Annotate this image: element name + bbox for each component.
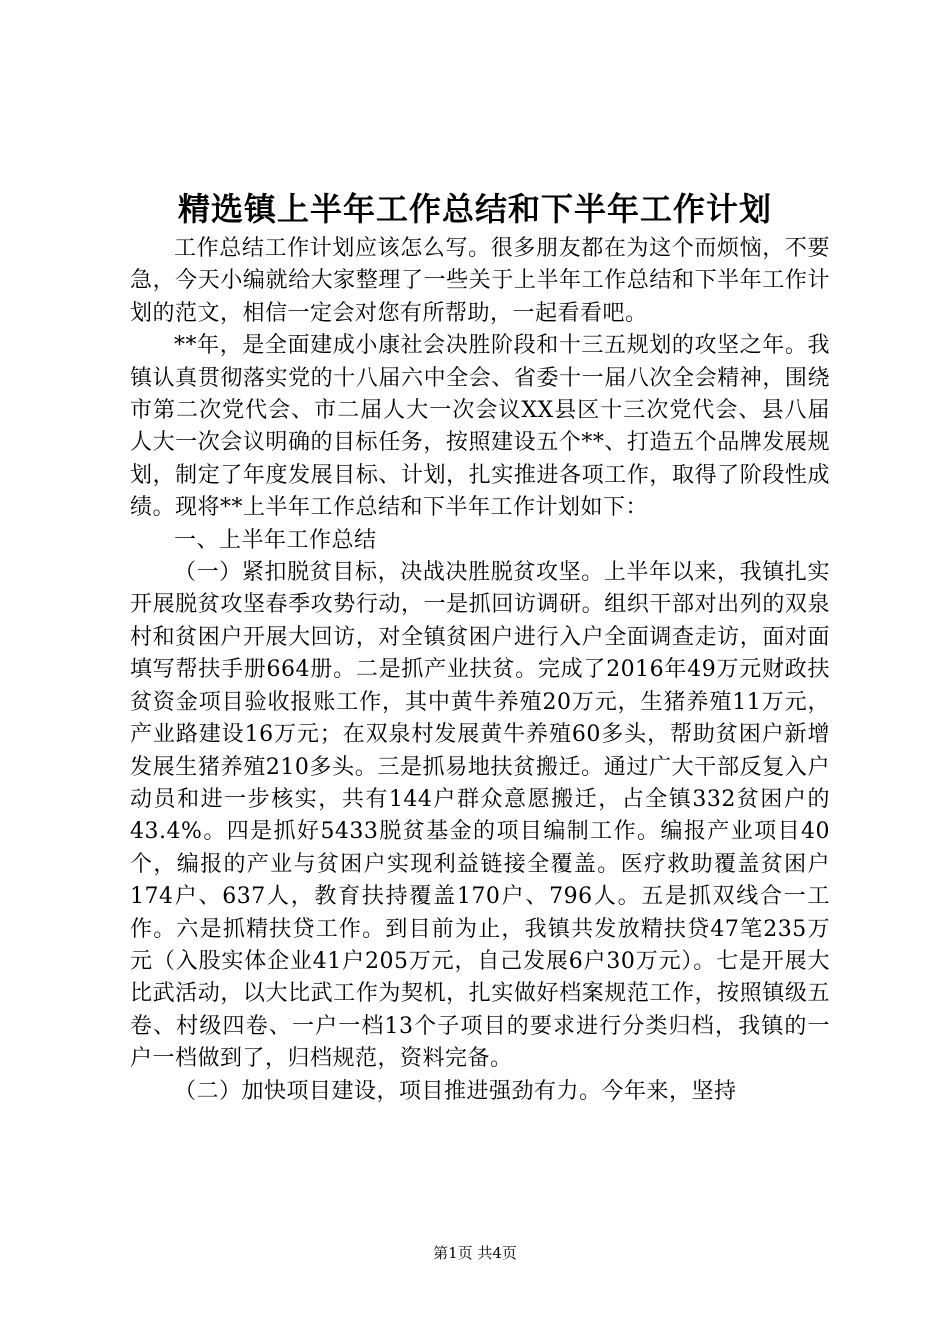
project-paragraph: （二）加快项目建设，项目推进强劲有力。今年来，坚持 (174, 1078, 737, 1104)
document-body (130, 233, 830, 1108)
overview-paragraph: **年，是全面建成小康社会决胜阶段和十三五规划的攻坚之年。我镇认真贯彻落实党的十八届六中全会、省委十一届八次全会精神，围绕市第二次党代会、市二届人大一次会议XX县区十三次党代会、县八届人大一次会议明确的目标任务，按照建设五个**、打造五个品牌发展规划，制定了年度发展目标、计划，扎实推进各项工作，取得了阶段性成绩。现将**上半年工作总结和下半年工作计划如下： (130, 333, 830, 521)
document-title: 精选镇上半年工作总结和下半年工作计划 (177, 190, 772, 228)
poverty-paragraph: （一）紧扣脱贫目标，决战决胜脱贫攻坚。上半年以来，我镇扎实开展脱贫攻坚春季攻势行动，一是抓回访调研。组织干部对出列的双泉村和贫困户开展大回访，对全镇贫困户进行入户全面调查走访，面对面填写帮扶手册664册。二是抓产业扶贫。完成了2016年49万元财政扶贫资金项目验收报账工作，其中黄牛养殖20万元，生猪养殖11万元，产业路建设16万元；在双泉村发展黄牛养殖60多头，帮助贫困户新增发展生猪养殖210多头。三是抓易地扶贫搬迁。通过广大干部反复入户动员和进一步核实，共有144户群众意愿搬迁，占全镇332贫困户的43.4%。四是抓好5433脱贫基金的项目编制工作。编报产业项目40个，编报的产业与贫困户实现利益链接全覆盖。医疗救助覆盖贫困户174户、637人，教育扶持覆盖170户、796人。五是抓双线合一工作。六是抓精扶贷工作。到目前为止，我镇共发放精扶贷47笔235万元（入股实体企业41户205万元，自己发展6户30万元）。七是开展大比武活动，以大比武工作为契机，扎实做好档案规范工作，按照镇级五卷、村级四卷、一户一档13个子项目的要求进行分类归档，我镇的一户一档做到了，归档规范，资料完备。 (130, 560, 830, 1072)
section-heading: 一、上半年工作总结 (174, 527, 377, 553)
intro-paragraph: 工作总结工作计划应该怎么写。很多朋友都在为这个而烦恼，不要急，今天小编就给大家整理了一些关于上半年工作总结和下半年工作计划的范文，相信一定会对您有所帮助，一起看看吧。 (130, 236, 830, 326)
page-footer: 第1页 共4页 (433, 1244, 517, 1262)
